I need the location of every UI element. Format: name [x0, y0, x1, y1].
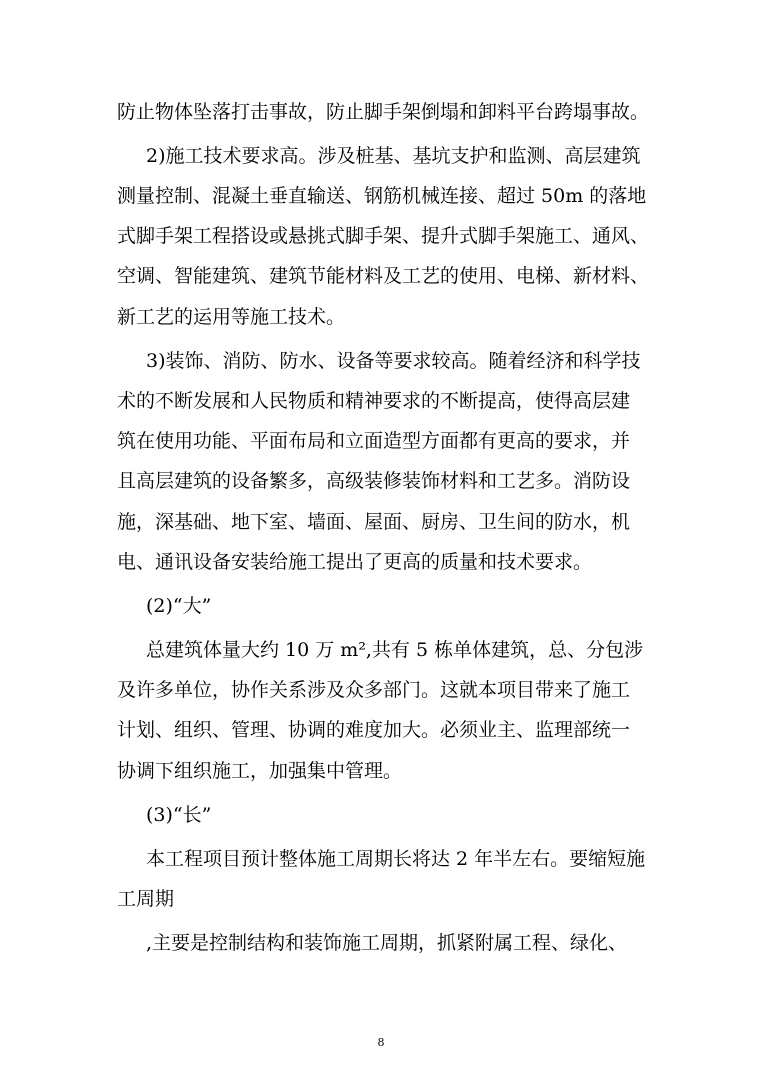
page-number: 8	[377, 1036, 385, 1049]
text-line: ,主要是控制结构和装饰施工周期，抓紧附属工程、绿化、	[146, 932, 628, 954]
text-line: 及许多单位，协作关系涉及众多部门。这就本项目带来了施工	[117, 679, 631, 701]
text-line: 3)装饰、消防、防水、设备等要求较高。随着经济和科学技	[146, 350, 641, 372]
text-line: 术的不断发展和人民物质和精神要求的不断提高，使得高层建	[117, 390, 631, 412]
text-line: 协调下组织施工，加强集中管理。	[117, 760, 403, 782]
text-line: 2)施工技术要求高。涉及桩基、基坑支护和监测、高层建筑	[146, 145, 641, 167]
text-line: 电、通讯设备安装给施工提出了更高的质量和技术要求。	[117, 551, 593, 573]
text-line: 总建筑体量大约 10 万 m²,共有 5 栋单体建筑，总、分包涉	[146, 639, 644, 661]
text-line: 空调、智能建筑、建筑节能材料及工艺的使用、电梯、新材料、	[117, 265, 650, 287]
text-line: 施，深基础、地下室、墙面、屋面、厨房、卫生间的防水，机	[117, 511, 631, 533]
text-line: 且高层建筑的设备繁多，高级装修装饰材料和工艺多。消防设	[117, 470, 631, 492]
text-line: 新工艺的运用等施工技术。	[117, 306, 346, 328]
text-line: 本工程项目预计整体施工周期长将达 2 年半左右。要缩短施	[146, 848, 646, 870]
text-line: 计划、组织、管理、协调的难度加大。必须业主、监理部统一	[117, 719, 631, 741]
text-line: 测量控制、混凝土垂直输送、钢筋机械连接、超过 50m 的落地	[117, 185, 647, 207]
text-line: 防止物体坠落打击事故，防止脚手架倒塌和卸料平台跨塌事故。	[117, 101, 650, 123]
text-line: 筑在使用功能、平面布局和立面造型方面都有更高的要求，并	[117, 430, 631, 452]
text-line: 式脚手架工程搭设或悬挑式脚手架、提升式脚手架施工、通风、	[117, 225, 650, 247]
section-heading: (2)“大”	[146, 595, 212, 617]
text-line: 工周期	[117, 888, 175, 910]
section-heading: (3)“长”	[146, 804, 212, 826]
